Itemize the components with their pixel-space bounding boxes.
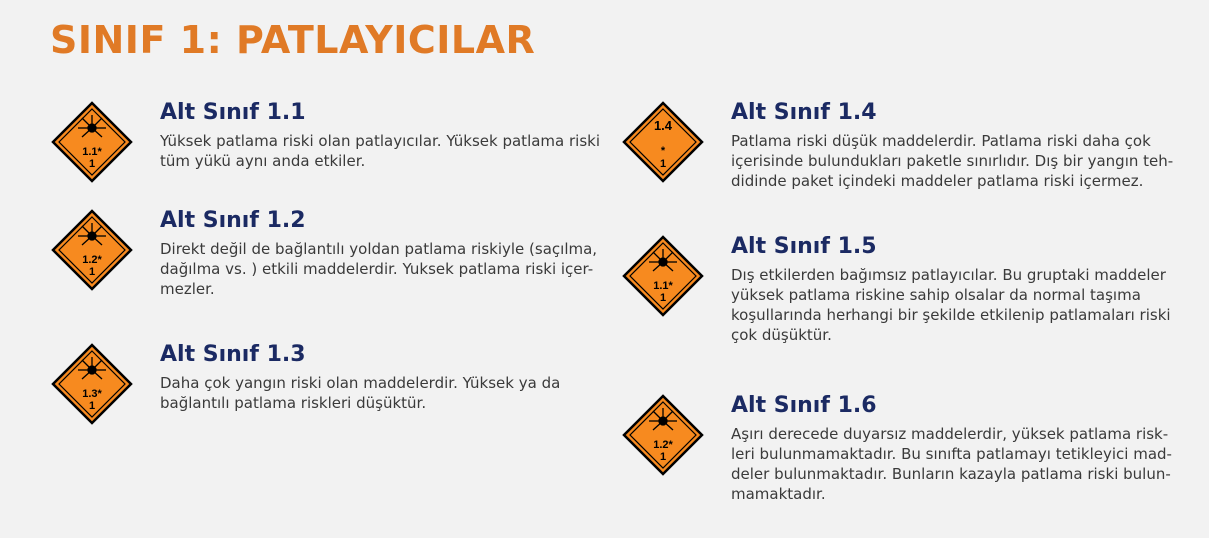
sign-code: 1.3* xyxy=(82,388,102,400)
item-heading: Alt Sınıf 1.3 xyxy=(160,342,306,367)
sign-code: 1.2* xyxy=(82,254,102,266)
explosive-hazard-sign xyxy=(621,234,705,318)
item-description: Aşırı derecede duyarsız maddelerdir, yüksek patlama risk- leri bulunmamaktadır. Bu sınıfta patlamayı tetikleyici mad- deler bulunmaktadır. Bunların kazayla patlama riski bulun- mamaktadır. xyxy=(731,425,1172,503)
item-description: Daha çok yangın riski olan maddelerdir. Yüksek ya da bağlantılı patlama riskleri düşüktür. xyxy=(160,374,561,412)
item-heading: Alt Sınıf 1.4 xyxy=(731,100,877,125)
sign-class: 1 xyxy=(659,451,667,463)
item-description: Dış etkilerden bağımsız patlayıcılar. Bu gruptaki maddeler yüksek patlama riskine sahip olsalar da normal taşıma koşullarında herhangi bir şekilde etkilenip patlamaları riski çok düşüktür. xyxy=(731,266,1171,344)
sign-class: 1 xyxy=(659,292,667,304)
sign-code: 1.2* xyxy=(653,439,673,451)
item-heading: Alt Sınıf 1.6 xyxy=(731,393,877,418)
sign-class: 1 xyxy=(88,158,96,170)
sign-division: 1.4 xyxy=(653,118,673,133)
explosive-hazard-sign xyxy=(621,393,705,477)
item-heading: Alt Sınıf 1.2 xyxy=(160,208,306,233)
item-description: Patlama riski düşük maddelerdir. Patlama riski daha çok içerisinde bulundukları paketle sınırlıdır. Dış bir yangın teh- didinde paket içindeki maddeler patlama riski içermez. xyxy=(731,132,1174,190)
sign-class: 1 xyxy=(88,400,96,412)
sign-class: 1 xyxy=(88,266,96,278)
item-heading: Alt Sınıf 1.5 xyxy=(731,234,877,259)
page-title: SINIF 1: PATLAYICILAR xyxy=(50,18,536,62)
explosive-hazard-sign xyxy=(50,100,134,184)
sign-class: 1 xyxy=(659,158,667,170)
sign-star: * xyxy=(660,145,666,157)
item-description: Direkt değil de bağlantılı yoldan patlama riskiyle (saçılma, dağılma vs. ) etkili maddelerdir. Yuksek patlama riski içer- mezler. xyxy=(160,240,598,298)
item-heading: Alt Sınıf 1.1 xyxy=(160,100,306,125)
explosive-hazard-sign xyxy=(621,100,705,184)
sign-code: 1.1* xyxy=(653,280,673,292)
item-description: Yüksek patlama riski olan patlayıcılar. Yüksek patlama riski tüm yükü aynı anda etkiler. xyxy=(160,132,601,170)
sign-code: 1.1* xyxy=(82,146,102,158)
explosive-hazard-sign xyxy=(50,208,134,292)
explosive-hazard-sign xyxy=(50,342,134,426)
